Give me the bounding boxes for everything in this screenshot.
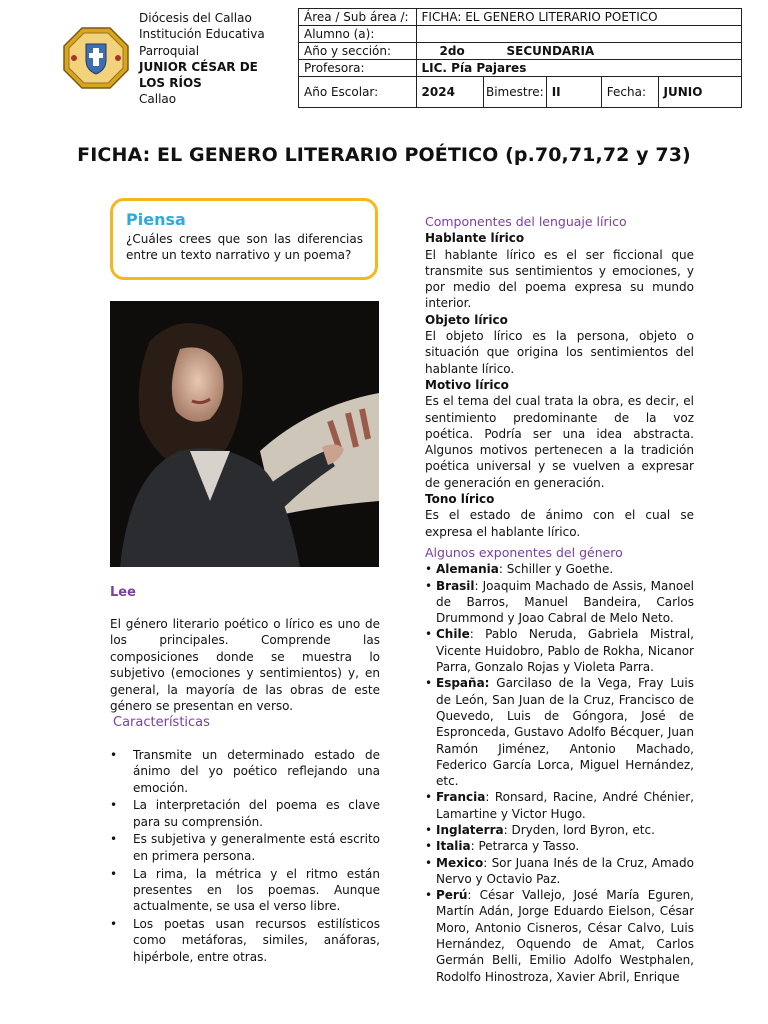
list-item: • Brasil: Joaquim Machado de Assis, Manoel de Barros, Manuel Bandeira, Carlos Drummond y Joao Cabral de Melo Neto. <box>425 578 694 627</box>
student-label: Alumno (a): <box>299 26 417 43</box>
page-title: FICHA: EL GENERO LITERARIO POÉTICO (p.70,71,72 y 73) <box>77 144 691 166</box>
exponentes-heading: Algunos exponentes del género <box>425 544 623 560</box>
list-item: • Es subjetiva y generalmente está escrito en primera persona. <box>110 831 380 864</box>
component-term-motivo: Motivo lírico <box>425 377 509 392</box>
student-field[interactable] <box>416 26 741 43</box>
list-item: • Inglaterra: Dryden, lord Byron, etc. <box>425 822 694 838</box>
lee-paragraph: El género literario poético o lírico es uno de los principales. Comprende las composiciones donde se muestra lo subjetivo (emociones y sentimientos) y, en general, la mayoría de las obras de este género se presentan en verso. <box>110 617 380 714</box>
piensa-box <box>110 198 378 280</box>
list-item: • Francia: Ronsard, Racine, André Chénier, Lamartine y Victor Hugo. <box>425 789 694 822</box>
info-table <box>298 8 742 108</box>
list-item: • La rima, la métrica y el ritmo están presentes en los poemas. Aunque actualmente, se usa el verso libre. <box>110 866 380 915</box>
date-label: Fecha: <box>601 77 658 108</box>
school-city: Callao <box>139 92 177 107</box>
list-item: • Transmite un determinado estado de ánimo del yo poético reflejando una emoción. <box>110 747 380 796</box>
component-term-hablante: Hablante lírico <box>425 231 525 246</box>
list-item: • La interpretación del poema es clave para su comprensión. <box>110 797 380 830</box>
piensa-question: ¿Cuáles crees que son las diferencias entre un texto narrativo y un poema? <box>126 232 363 262</box>
school-block <box>139 10 279 108</box>
school-line-parish: Parroquial <box>139 43 200 58</box>
school-line-institution: Institución Educativa <box>139 27 265 42</box>
school-logo <box>62 26 130 90</box>
component-text-tono: Es el estado de ánimo con el cual se expresa el hablante lírico. <box>425 508 694 539</box>
exponentes-list <box>425 561 694 985</box>
area-value: FICHA: EL GENERO LITERARIO POETICO <box>416 9 741 26</box>
list-item: • Perú: César Vallejo, José María Eguren, Martín Adán, Jorge Eduardo Eielson, César Moro, Antonio Cisneros, César Calvo, Luis Hernández, Oquendo de Amat, Carlos Germán Belli, Emilio Adolfo Westphalen, Rodolfo Hinostroza, Xavier Abril, Enrique <box>425 887 694 985</box>
list-item: • Los poetas usan recursos estilísticos como metáforas, similes, anáforas, hipérbole, entre otras. <box>110 916 380 965</box>
lee-heading: Lee <box>110 585 136 600</box>
date-value: JUNIO <box>658 77 741 108</box>
area-label: Área / Sub área /: <box>299 9 417 26</box>
list-item: • Italia: Petrarca y Tasso. <box>425 838 694 854</box>
school-line-diocese: Diócesis del Callao <box>139 11 252 25</box>
school-name: JUNIOR CÉSAR DE LOS RÍOS <box>139 59 258 91</box>
term-label: Bimestre: <box>483 77 546 108</box>
teacher-label: Profesora: <box>299 60 417 77</box>
componentes-section <box>425 214 694 985</box>
componentes-heading: Componentes del lenguaje lírico <box>425 214 627 229</box>
term-value: II <box>546 77 601 108</box>
list-item: • Chile: Pablo Neruda, Gabriela Mistral, Vicente Huidobro, Pablo de Rokha, Nicanor Parra, Gonzalo Rojas y Violeta Parra. <box>425 626 694 675</box>
component-term-objeto: Objeto lírico <box>425 312 508 327</box>
grade-label: Año y sección: <box>299 43 417 60</box>
year-value: 2024 <box>416 77 483 108</box>
component-text-hablante: El hablante lírico es el ser ficcional que transmite sus sentimientos y emociones, y por medio del poema expresa su mundo interior. <box>425 247 694 311</box>
caracteristicas-heading: Características <box>113 715 210 730</box>
teacher-value: LIC. Pía Pajares <box>416 60 741 77</box>
year-label: Año Escolar: <box>299 77 417 108</box>
list-item: • Alemania: Schiller y Goethe. <box>425 561 694 577</box>
grade-value: 2do SECUNDARIA <box>416 43 741 60</box>
list-item: • Mexico: Sor Juana Inés de la Cruz, Amado Nervo y Octavio Paz. <box>425 855 694 888</box>
component-text-objeto: El objeto lírico es la persona, objeto o situación que origina los sentimientos del hablante lírico. <box>425 329 694 376</box>
component-term-tono: Tono lírico <box>425 492 495 507</box>
poet-photo <box>110 301 379 567</box>
caracteristicas-list <box>110 747 380 966</box>
piensa-title: Piensa <box>126 210 186 229</box>
list-item: • España: Garcilaso de la Vega, Fray Luis de León, San Juan de la Cruz, Francisco de Quevedo, Luis de Góngora, José de Espronceda, Gustavo Adolfo Bécquer, Juan Ramón Jiménez, Antonio Machado, Federico García Lorca, Miguel Hernández, etc. <box>425 675 694 789</box>
component-text-motivo: Es el tema del cual trata la obra, es decir, el sentimiento predominante de la voz poética. Podría ser una idea abstracta. Algunos motivos pertenecen a la tradición poética universal y se vuelven a expresar de generación en generación. <box>425 394 694 490</box>
